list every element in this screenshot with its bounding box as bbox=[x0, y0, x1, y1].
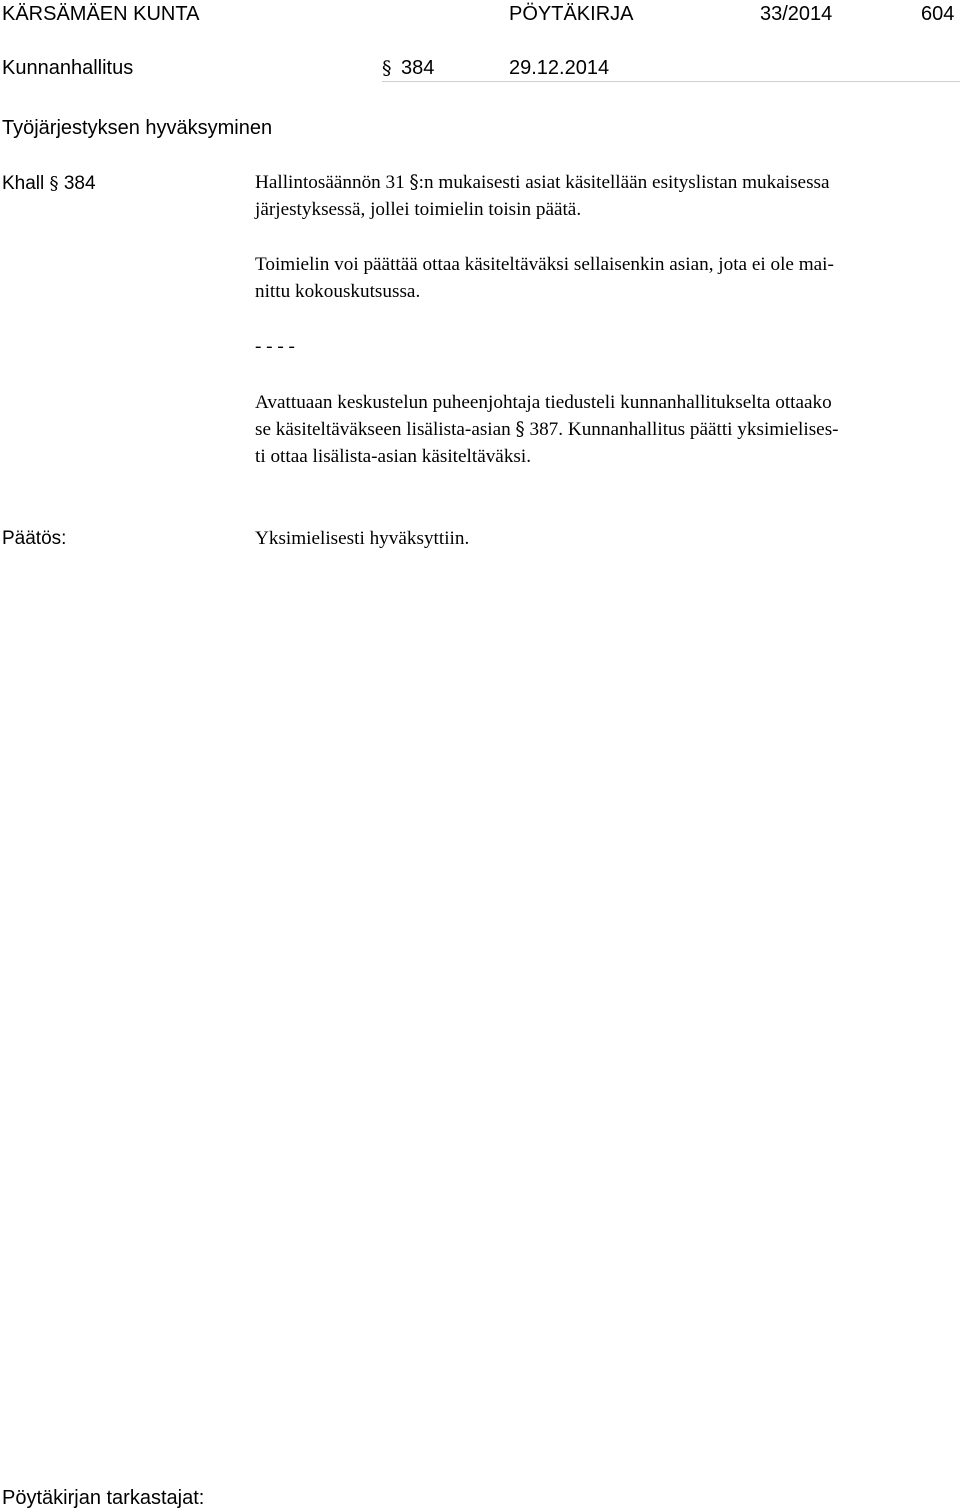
header-section-number: 384 bbox=[401, 57, 435, 79]
paragraph-3 bbox=[255, 389, 960, 470]
document-type: PÖYTÄKIRJA bbox=[509, 3, 634, 25]
item-label bbox=[2, 172, 96, 196]
para1-text-pre: Hallintosäännön 31 bbox=[255, 172, 405, 193]
paragraph-3-line-2 bbox=[255, 416, 960, 443]
paragraph-1-line-2: järjestyksessä, jollei toimielin toisin päätä. bbox=[255, 199, 582, 220]
section-symbol: § bbox=[409, 172, 419, 193]
section-symbol: § bbox=[382, 57, 392, 79]
item-section-symbol: § bbox=[49, 173, 59, 194]
paragraph-1-line-1 bbox=[255, 169, 960, 196]
decision-text-line: Yksimielisesti hyväksyttiin. bbox=[255, 528, 470, 549]
para3-text-post: 387. Kunnanhallitus päätti yksimielises- bbox=[529, 419, 839, 440]
para3-text-pre: se käsiteltäväkseen lisälista-asian bbox=[255, 419, 511, 440]
paragraph-3-line-3: ti ottaa lisälista-asian käsiteltäväksi. bbox=[255, 446, 532, 467]
municipality-name: KÄRSÄMÄEN KUNTA bbox=[2, 3, 200, 25]
paragraph-2 bbox=[255, 251, 960, 305]
item-label-text: Khall bbox=[2, 173, 45, 194]
item-number: 384 bbox=[63, 173, 96, 194]
separator-text: - - - - bbox=[255, 336, 295, 357]
header-section bbox=[382, 56, 392, 80]
paragraph-2-line-2: nittu kokouskutsussa. bbox=[255, 281, 421, 302]
paragraph-2-line-1: Toimielin voi päättää ottaa käsiteltäväksi sellaisenkin asian, jota ei ole mai- bbox=[255, 254, 834, 275]
body-name: Kunnanhallitus bbox=[2, 57, 134, 79]
separator bbox=[255, 333, 960, 360]
paragraph-3-line-1: Avattuaan keskustelun puheenjohtaja tiedusteli kunnanhallitukselta ottaako bbox=[255, 392, 832, 413]
section-symbol: § bbox=[515, 419, 525, 440]
reviewers-label: Pöytäkirjan tarkastajat: bbox=[2, 1487, 205, 1509]
paragraph-1 bbox=[255, 169, 960, 223]
page-number: 604 bbox=[921, 3, 955, 25]
item-title: Työjärjestyksen hyväksyminen bbox=[2, 117, 273, 139]
decision-text bbox=[255, 525, 960, 552]
document-number: 33/2014 bbox=[760, 3, 833, 25]
header-rule bbox=[382, 81, 960, 82]
meeting-date: 29.12.2014 bbox=[509, 57, 610, 79]
para1-text-post: :n mukaisesti asiat käsitellään esityslistan mukaisessa bbox=[418, 172, 830, 193]
decision-label: Päätös: bbox=[2, 528, 67, 549]
